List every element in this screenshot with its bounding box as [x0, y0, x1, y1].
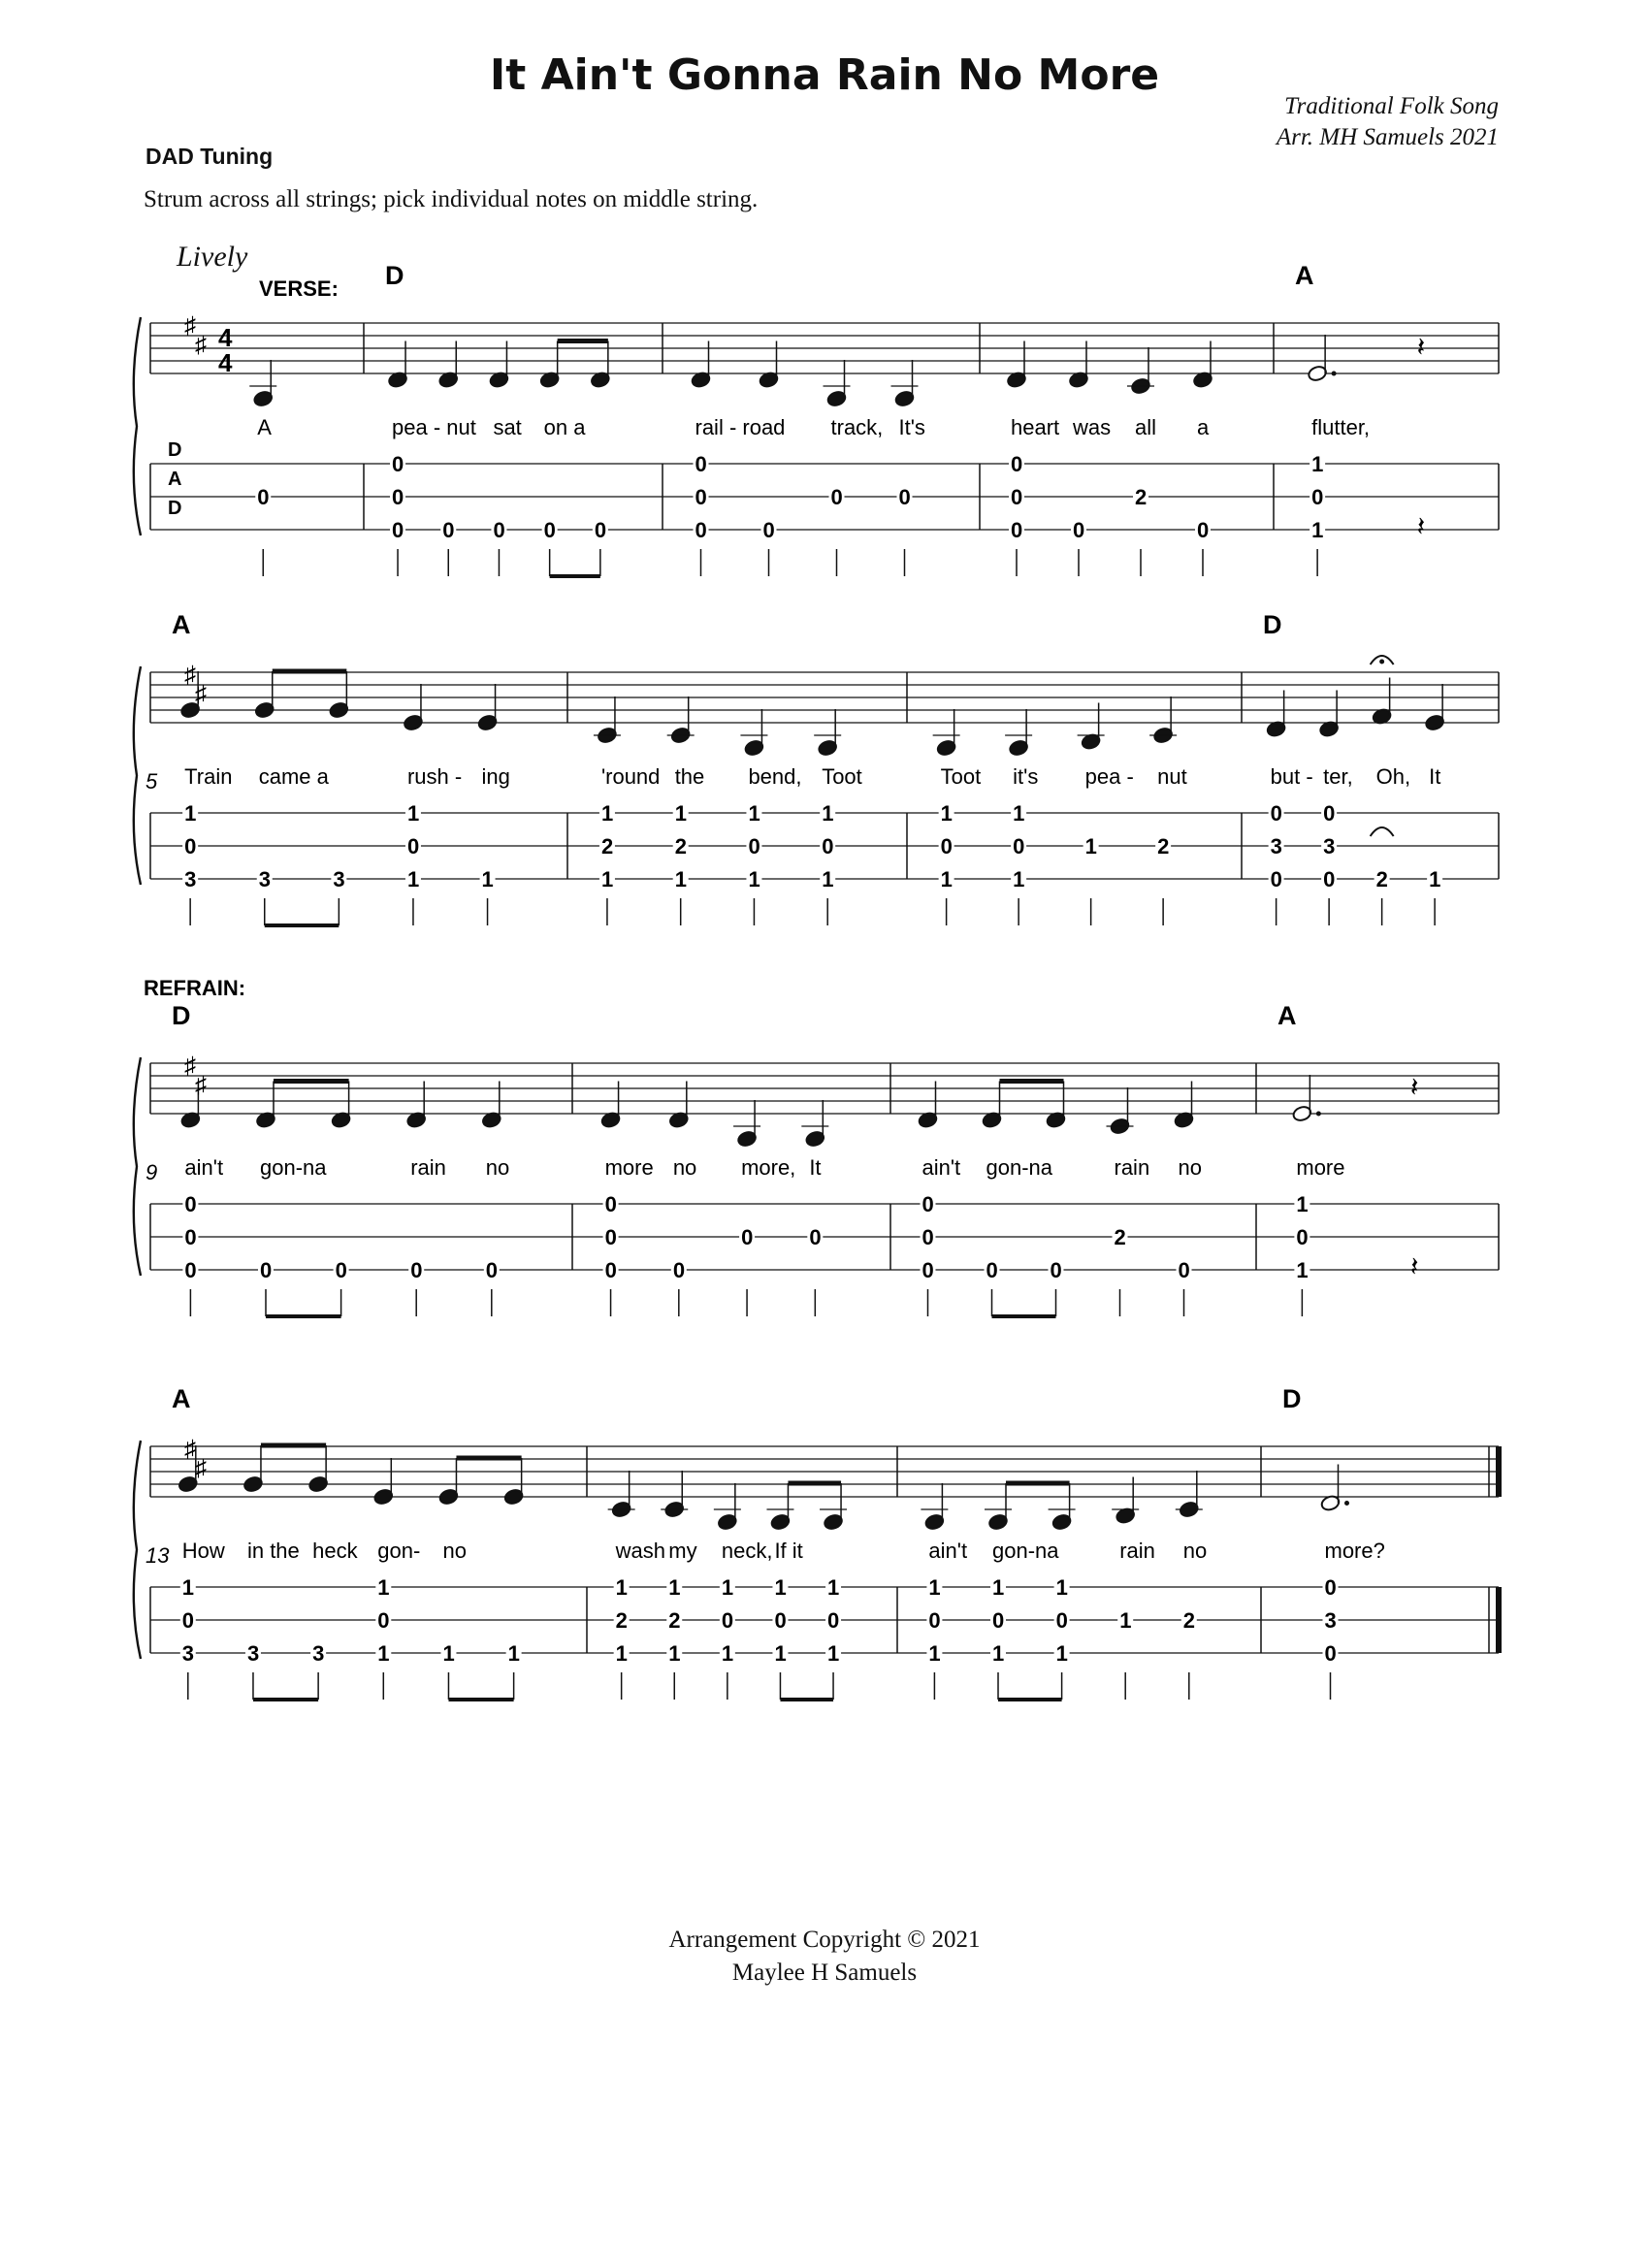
quarter-rest: 𝄽 [1416, 332, 1426, 362]
tab-fret: 1 [721, 1575, 734, 1600]
tab-fret: 1 [748, 801, 760, 826]
sharp-c: ♯ [195, 681, 207, 707]
tuning-label: DAD Tuning [146, 144, 274, 169]
tab-fret: 0 [695, 452, 707, 476]
tab-fret: 3 [333, 867, 345, 891]
tab-fret: 0 [809, 1225, 822, 1249]
lyric: sat [493, 415, 522, 439]
tab-fret: 2 [600, 834, 614, 859]
tab-string-label: A [168, 469, 182, 490]
tab-fret: 3 [1323, 834, 1336, 859]
lyric: 'round [600, 764, 661, 789]
tab-fret: 0 [392, 518, 404, 542]
tab-fret: 0 [392, 452, 404, 476]
tab-fret: 1 [940, 867, 953, 891]
lyric: more [604, 1155, 654, 1180]
tab-fret: 3 [312, 1641, 325, 1666]
lyric: no [485, 1155, 510, 1180]
lyric: a [1197, 415, 1210, 439]
tab-fret: 1 [1084, 834, 1097, 859]
tab-fret: 1 [992, 1575, 1005, 1600]
tab-fret: 3 [1270, 834, 1282, 859]
tab-fret: 0 [1270, 801, 1282, 826]
tab-fret: 0 [1324, 1641, 1337, 1666]
lyric: It's [898, 415, 925, 439]
system-brace [134, 1057, 141, 1276]
tab-fret: 0 [485, 1258, 499, 1282]
tab-fret: 1 [1311, 518, 1324, 542]
tab-fret: 1 [615, 1575, 628, 1600]
tab-fret: 1 [822, 867, 834, 891]
tab-fret: 1 [615, 1641, 628, 1666]
chord-symbol: D [1263, 610, 1282, 639]
lyric: A [257, 415, 272, 439]
lyric: rain [410, 1155, 446, 1180]
tab-fret: 1 [600, 867, 614, 891]
tab-fret: 0 [604, 1225, 617, 1249]
tab-fret: 1 [600, 801, 614, 826]
lyric: flutter, [1311, 415, 1371, 439]
system-brace [134, 1441, 141, 1659]
lyric: heck [312, 1539, 358, 1563]
tab-fret: 1 [827, 1641, 840, 1666]
tab-fret: 1 [442, 1641, 455, 1666]
tab-fret: 0 [181, 1608, 195, 1633]
tab-fret: 2 [668, 1608, 681, 1633]
lyric: but - [1270, 764, 1313, 789]
sharp-f: ♯ [184, 1436, 196, 1462]
lyric: gon-na [986, 1155, 1053, 1180]
tab-fret: 1 [822, 801, 834, 826]
tab-fret: 1 [721, 1641, 734, 1666]
tab-fret: 0 [762, 518, 775, 542]
tab-fermata [1371, 827, 1394, 836]
time-sig-top: 4 [218, 323, 233, 352]
tab-fret: 1 [1296, 1192, 1309, 1216]
lyric: heart [1011, 415, 1060, 439]
tab-fret: 1 [674, 801, 687, 826]
lyric: in the [246, 1539, 300, 1563]
lyric: no [1182, 1539, 1208, 1563]
sharp-c: ♯ [195, 1455, 207, 1481]
sharp-f: ♯ [184, 662, 196, 688]
chord-symbol: D [385, 261, 404, 290]
tab-fret: 1 [748, 867, 760, 891]
playing-instructions: Strum across all strings; pick individual notes on middle string. [144, 186, 759, 212]
system [134, 1441, 1499, 1700]
lyric: ter, [1323, 764, 1353, 789]
tab-fret: 0 [695, 485, 707, 509]
lyric: track, [830, 415, 884, 439]
tab-fret: 3 [258, 867, 271, 891]
tab-fret: 0 [392, 485, 404, 509]
tab-fret: 0 [1311, 485, 1324, 509]
lyric: gon- [377, 1539, 421, 1563]
tab-fret: 1 [1311, 452, 1324, 476]
tab-fret: 0 [184, 1192, 197, 1216]
lyric: bend, [748, 764, 802, 789]
tab-fret: 3 [181, 1641, 195, 1666]
lyric: no [672, 1155, 697, 1180]
lyric: ain't [922, 1155, 961, 1180]
tab-fret: 0 [406, 834, 420, 859]
tab-fret: 1 [184, 801, 197, 826]
tab-fret: 0 [543, 518, 556, 542]
tab-fret: 0 [822, 834, 834, 859]
chord-symbol: A [1295, 261, 1314, 290]
tab-fret: 1 [668, 1641, 681, 1666]
lyric: rain [1119, 1539, 1155, 1563]
lyric: gon-na [992, 1539, 1059, 1563]
fermata-dot [1379, 660, 1384, 664]
lyric: all [1135, 415, 1157, 439]
tab-fret: 0 [695, 518, 707, 542]
tab-fret: 1 [481, 867, 494, 891]
tab-fret: 0 [410, 1258, 423, 1282]
lyric: it's [1013, 764, 1039, 789]
tab-fret: 1 [928, 1575, 941, 1600]
chord-symbol: D [172, 1001, 191, 1030]
dot [1316, 1112, 1321, 1117]
lyric: no [442, 1539, 467, 1563]
tab-fret: 1 [406, 867, 420, 891]
lyric: pea - [1084, 764, 1134, 789]
tab-fret: 2 [1375, 867, 1388, 891]
tab-fret: 0 [1011, 485, 1023, 509]
lyric: How [181, 1539, 225, 1563]
tab-fret: 0 [922, 1258, 934, 1282]
tab-fret: 2 [674, 834, 687, 859]
lyric: came a [258, 764, 329, 789]
lyric: Train [184, 764, 233, 789]
lyric: no [1178, 1155, 1202, 1180]
copyright-author: Maylee H Samuels [731, 1960, 918, 1986]
tab-fret: 1 [1013, 801, 1025, 826]
lyric: pea - nut [392, 415, 476, 439]
tab-fret: 1 [674, 867, 687, 891]
tab-fret: 1 [1055, 1641, 1068, 1666]
copyright-line: Arrangement Copyright © 2021 [668, 1927, 981, 1953]
tab-fret: 0 [377, 1608, 390, 1633]
tab-fret: 2 [1114, 1225, 1126, 1249]
dot [1344, 1501, 1349, 1506]
tab-fret: 0 [827, 1608, 840, 1633]
tab-fret: 0 [604, 1258, 617, 1282]
tab-fret: 1 [992, 1641, 1005, 1666]
tab-fret: 1 [940, 801, 953, 826]
tab-fret: 1 [181, 1575, 195, 1600]
tab-fret: 0 [748, 834, 760, 859]
tab-fret: 1 [827, 1575, 840, 1600]
tab-fret: 0 [721, 1608, 734, 1633]
lyric: wash [615, 1539, 666, 1563]
system-brace [134, 317, 141, 535]
tab-fret: 0 [493, 518, 505, 542]
tab-string-label: D [168, 498, 182, 519]
tab-fret: 0 [1073, 518, 1085, 542]
tab-fret: 1 [774, 1641, 787, 1666]
tab-fret: 1 [1296, 1258, 1309, 1282]
measure-number: 5 [146, 769, 158, 794]
tab-fret: 0 [672, 1258, 686, 1282]
tab-fret: 0 [1013, 834, 1025, 859]
tab-fret: 0 [604, 1192, 617, 1216]
composer-credit: Traditional Folk Song [1284, 93, 1499, 119]
lyric: Oh, [1375, 764, 1411, 789]
tab-fret: 2 [1182, 1608, 1196, 1633]
lyric: Toot [822, 764, 862, 789]
measure-number: 13 [146, 1543, 170, 1568]
tab-fret: 0 [940, 834, 953, 859]
chord-symbol: D [1282, 1384, 1302, 1413]
chord-symbol: A [172, 610, 191, 639]
tab-fret: 1 [406, 801, 420, 826]
tab-fret: 1 [774, 1575, 787, 1600]
tempo-marking: Lively [177, 241, 248, 273]
section-label: REFRAIN: [144, 976, 246, 1000]
tab-fret: 0 [922, 1225, 934, 1249]
lyric: rain [1114, 1155, 1150, 1180]
tab-fret: 0 [260, 1258, 273, 1282]
tab-string-label: D [168, 439, 182, 461]
tab-fret: 0 [442, 518, 455, 542]
song-title: It Ain't Gonna Rain No More [489, 50, 1160, 100]
tab-fret: 0 [1296, 1225, 1309, 1249]
tab-fret: 0 [1050, 1258, 1062, 1282]
tab-fret: 1 [377, 1641, 390, 1666]
sharp-f: ♯ [184, 312, 196, 339]
system [134, 317, 1499, 576]
lyric: It [809, 1155, 822, 1180]
tab-fret: 0 [774, 1608, 787, 1633]
measure-number: 9 [146, 1160, 158, 1184]
lyric: rail - road [695, 415, 786, 439]
tab-fret: 0 [184, 1258, 197, 1282]
tab-fret: 0 [898, 485, 911, 509]
chord-symbol: A [172, 1384, 191, 1413]
lyric: gon-na [260, 1155, 327, 1180]
sharp-f: ♯ [184, 1053, 196, 1079]
tab-fret: 1 [1119, 1608, 1132, 1633]
tab-fret: 0 [1270, 867, 1282, 891]
lyric: was [1073, 415, 1112, 439]
tab-fret: 0 [986, 1258, 998, 1282]
tab-fret: 2 [1157, 834, 1170, 859]
tab-fret: 0 [1323, 801, 1336, 826]
tab-fret: 0 [1011, 518, 1023, 542]
tab-fret: 2 [1135, 485, 1148, 509]
section-label: VERSE: [259, 276, 339, 301]
tab-fret: 3 [1324, 1608, 1337, 1633]
tab-fret: 0 [1055, 1608, 1068, 1633]
lyric: ing [481, 764, 510, 789]
quarter-rest: 𝄽 [1409, 1072, 1419, 1102]
lyric: more [1296, 1155, 1345, 1180]
tab-fret: 0 [928, 1608, 941, 1633]
lyric: more? [1324, 1539, 1385, 1563]
lyric: neck, [721, 1539, 773, 1563]
tab-fret: 1 [377, 1575, 390, 1600]
tab-fret: 1 [1429, 867, 1441, 891]
lyric: more, [741, 1155, 796, 1180]
lyric: ain't [928, 1539, 968, 1563]
tab-rest: 𝄽 [1416, 511, 1426, 541]
tab-fret: 0 [741, 1225, 754, 1249]
tab-fret: 0 [1197, 518, 1210, 542]
tab-fret: 0 [830, 485, 843, 509]
tab-fret: 1 [668, 1575, 681, 1600]
lyric: Toot [940, 764, 982, 789]
arranger-credit: Arr. MH Samuels 2021 [1276, 124, 1499, 150]
tab-fret: 0 [1178, 1258, 1190, 1282]
lyric: rush - [406, 764, 463, 789]
lyric: on a [543, 415, 586, 439]
time-sig-bottom: 4 [218, 348, 233, 377]
tab-fret: 2 [615, 1608, 628, 1633]
lyric: my [668, 1539, 697, 1563]
sharp-c: ♯ [195, 1072, 207, 1098]
tab-fret: 3 [184, 867, 197, 891]
tab-fret: 3 [246, 1641, 260, 1666]
dot [1332, 372, 1337, 376]
tab-fret: 0 [1323, 867, 1336, 891]
tab-fret: 0 [257, 485, 270, 509]
system-brace [134, 666, 141, 885]
lyric: If it [774, 1539, 803, 1563]
tab-fret: 1 [1055, 1575, 1068, 1600]
chord-symbol: A [1277, 1001, 1297, 1030]
tab-fret: 0 [335, 1258, 347, 1282]
lyric: It [1429, 764, 1441, 789]
tab-fret: 0 [184, 834, 197, 859]
lyric: the [674, 764, 705, 789]
tab-fret: 0 [922, 1192, 934, 1216]
tab-fret: 0 [1011, 452, 1023, 476]
tab-rest: 𝄽 [1409, 1251, 1419, 1281]
tab-fret: 0 [992, 1608, 1005, 1633]
tab-fret: 1 [928, 1641, 941, 1666]
tab-fret: 0 [1324, 1575, 1337, 1600]
tab-fret: 1 [1013, 867, 1025, 891]
tab-fret: 0 [594, 518, 607, 542]
tab-fret: 0 [184, 1225, 197, 1249]
tab-fret: 1 [507, 1641, 520, 1666]
lyric: ain't [184, 1155, 224, 1180]
sharp-c: ♯ [195, 332, 207, 358]
lyric: nut [1157, 764, 1187, 789]
